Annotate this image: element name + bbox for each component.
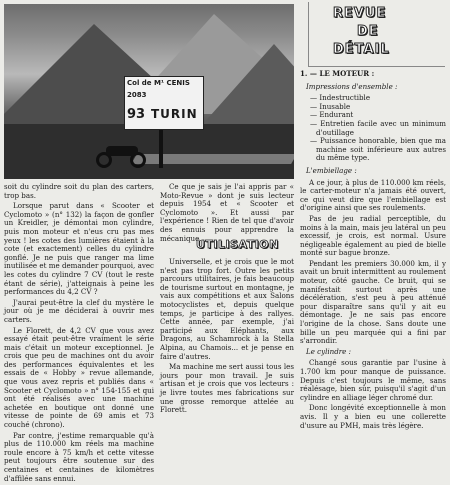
list-item: — Inusable bbox=[310, 103, 446, 112]
header-line2: DE bbox=[357, 24, 379, 39]
paragraph: A ce jour, à plus de 110.000 km réels, le carter-moteur n'a jamais été ouvert, ce qui veut dire que l'embiellage est d'origine ainsi que ses roulements. bbox=[300, 177, 446, 213]
list-item: — Indestructible bbox=[310, 94, 446, 103]
paragraph: J'aurai peut-être la clef du mystère le jour où je me déciderai à ouvrir mes carters. bbox=[4, 297, 154, 324]
column-middle-bottom bbox=[160, 258, 294, 417]
column-left bbox=[4, 183, 154, 485]
motorcycle-icon bbox=[96, 142, 148, 168]
subheading-embiellage: L'embiellage : bbox=[306, 165, 357, 175]
sign-city: TURIN bbox=[151, 107, 198, 121]
paragraph: Changé sous garantie par l'usine à 1.700 km pour manque de puissance. Depuis c'est toujours le même, sans réalésage, bien sûr, puisqu'il s'agit d'un cylindre en alliage léger chromé dur. bbox=[300, 358, 446, 402]
subheading-cylindre: Le cylindre : bbox=[306, 346, 352, 356]
section-title-utilisation: UTILISATION bbox=[196, 238, 279, 251]
paragraph: Universelle, et je crois que le mot n'est pas trop fort. Outre les petits parcours utilitaires, je fais beaucoup de tourisme surtout en montagne, je vais aux compétitions et aux Salons motocyclistes et, depuis quelque temps, je participe à des rallyes. Cette année, par exemple, j'ai participé aux Eléphants, aux Dragons, au Schamrock à la Stella Alpina, au Chamois... et je pense en faire d'autres. bbox=[160, 257, 294, 361]
paragraph: Le Florett, de 4,2 CV que vous avez essayé était peut-être vraiment le série mais c'était un moteur exceptionnel. Je crois que peu de machines ont du avoir des performances équivalentes et les essais de « Hobby » revue allemande, que vous avez repris et publiés dans « Scooter et Cyclomoto » n° 154-155 et qui ont été réalisés avec une machine achetée en boutique ont donné une vitesse de pointe de 69 amis et 73 couché (chrono). bbox=[4, 325, 154, 430]
paragraph: Ce que je sais je l'ai appris par « Moto-Revue » dont je suis lecteur depuis 1954 et « Scooter et Cyclomoto ». Et aussi par l'expérience ! Rien de tel que d'avoir des ennuis pour apprendre la mécanique. bbox=[160, 182, 294, 243]
subheading-impressions: Impressions d'ensemble : bbox=[306, 81, 398, 91]
impressions-list bbox=[300, 94, 446, 163]
mountain-road-photo bbox=[4, 4, 294, 179]
column-middle-top bbox=[160, 183, 294, 245]
paragraph: Pas de jeu radial perceptible, du moins à la main, mais jeu latéral un peu excessif, je crois, est normal. Usure négligeable également au pied de bielle monté sur bague bronze. bbox=[300, 213, 446, 258]
list-item: — Entretien facile avec un minimum d'outillage bbox=[310, 120, 446, 137]
paragraph: Lorsque parut dans « Scooter et Cyclomoto » (n° 132) la façon de gonfler un Kreidler, je démontai mon cylindre, puis mon moteur et n'eus cru pas mes yeux ! les cotes des lumières étaient à la cote (et exactement) celles du cylindre gonflé. Je ne puis que ranger ma lime inutilisée et me demander pourquoi, avec les cotes du cylindre 7 CV (tout le reste étant de série), j'atteignais à peine les performances du 4,2 CV ? bbox=[4, 201, 154, 297]
paragraph: Donc longévité exceptionnelle à mon avis. Il y a bien eu une collerette d'usure au PMH, mais très légère. bbox=[300, 403, 446, 430]
sign-post bbox=[159, 128, 163, 168]
header-line1: REVUE bbox=[333, 6, 387, 21]
header-line3: DÉTAIL bbox=[333, 42, 390, 57]
road-sign bbox=[124, 76, 204, 130]
paragraph: Par contre, j'estime remarquable qu'à plus de 110.000 km réels ma machine roule encore à 75 km/h et cette vitesse peut toujours être soutenue sur des centaines et centaines de kilomètres d'affilée sans ennui. bbox=[4, 430, 154, 483]
section-header bbox=[302, 0, 448, 64]
list-item: — Puissance honorable, bien que ma machine soit inférieure aux autres du même type. bbox=[310, 137, 446, 163]
sign-line1: Col de M¹ CENIS bbox=[127, 79, 190, 87]
sign-number: 93 bbox=[127, 107, 146, 122]
paragraph: Pendant les premiers 30.000 km, il y avait un bruit intermittent au roulement moteur, côté gauche. Ce bruit, qui se manifestait surtout après une décélération, s'est peu à peu atténué pour disparaître sans qu'il y ait eu démontage. Je ne sais pas encore l'origine de la chose. Sans doute une bille un peu marquée qui a fini par s'arrondir. bbox=[300, 258, 446, 346]
sign-line2: 2083 bbox=[127, 91, 147, 99]
paragraph: Ma machine me sert aussi tous les jours pour mon travail. Je suis artisan et je crois que vos lecteurs : je livre toutes mes fabrications sur une grosse remorque attelée au Florett. bbox=[160, 362, 294, 415]
paragraph: soit du cylindre soit du plan des carters, trop bas. bbox=[4, 182, 154, 200]
column-right bbox=[300, 70, 446, 432]
list-item: — Endurant bbox=[310, 111, 446, 120]
heading-moteur: 1. — LE MOTEUR : bbox=[300, 69, 375, 78]
